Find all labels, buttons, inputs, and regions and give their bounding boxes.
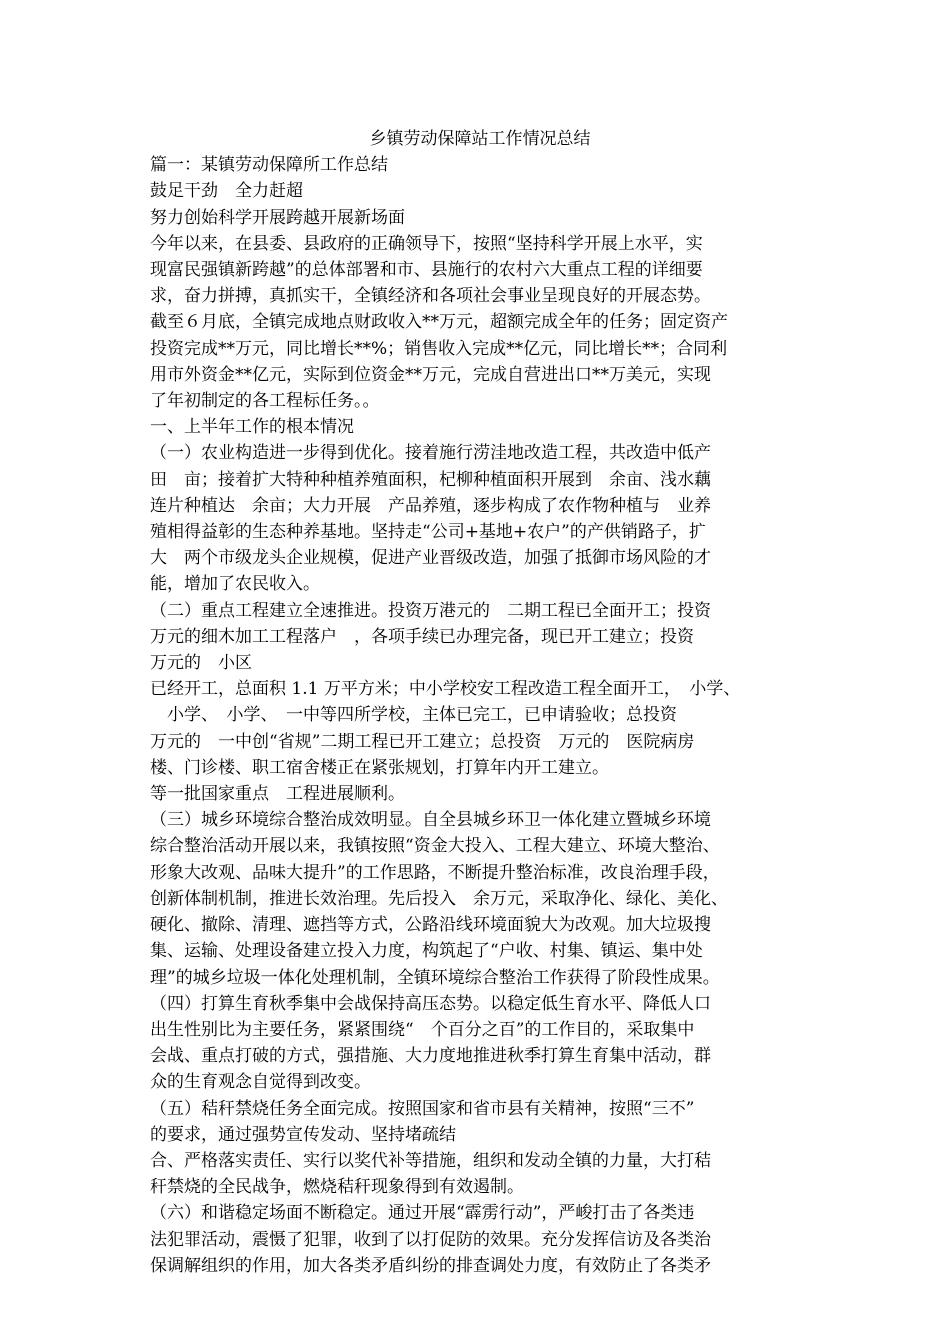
text-line: 了年初制定的各工程标任务。。 bbox=[150, 391, 380, 412]
text-line: 楼、门诊楼、职工宿舍楼正在紧张规划，打算年内开工建立。 bbox=[150, 757, 609, 778]
text-line: 合、严格落实责任、实行以奖代补等措施，组织和发动全镇的力量，大打秸 bbox=[150, 1150, 711, 1171]
text-line: 创新体制机制，推进长效治理。先后投入 余万元，采取净化、绿化、美化、 bbox=[150, 888, 728, 909]
text-line: 用市外资金**亿元，实际到位资金**万元，完成自营进出口**万美元，实现 bbox=[150, 364, 711, 385]
document-text bbox=[150, 152, 810, 1279]
text-line: 的要求，通过强势宣传发动、坚持堵疏结 bbox=[150, 1124, 456, 1145]
text-line: 万元的 小区 bbox=[150, 653, 252, 674]
text-line: 篇一：某镇劳动保障所工作总结 bbox=[150, 155, 388, 176]
text-line: 一、上半年工作的根本情况 bbox=[150, 417, 354, 438]
text-line: 硬化、撤除、清理、遮挡等方式，公路沿线环境面貌大为改观。加大垃圾搜 bbox=[150, 915, 711, 936]
text-line: 理”的城乡垃圾一体化处理机制，全镇环境综合整治工作获得了阶段性成果。 bbox=[150, 967, 720, 988]
text-line: 鼓足干劲 全力赶超 bbox=[150, 181, 303, 202]
text-line: 等一批国家重点 工程进展顺利。 bbox=[150, 784, 405, 805]
text-line: （六）和谐稳定场面不断稳定。通过开展“霹雳行动”，严峻打击了各类违 bbox=[150, 1203, 695, 1224]
document-body bbox=[150, 126, 810, 1279]
text-line: 万元的细木加工工程落户 ，各项手续已办理完备，现已开工建立；投资 bbox=[150, 626, 694, 647]
text-line: 已经开工，总面积 1.1 万平方米；中小学校安工程改造工程全面开工， 小学、 bbox=[150, 679, 741, 700]
text-line: 大 两个市级龙头企业规模，促进产业晋级改造，加强了抵御市场风险的才 bbox=[150, 548, 711, 569]
text-line: 求，奋力拼搏，真抓实干，全镇经济和各项社会事业呈现良好的开展态势。 bbox=[150, 286, 711, 307]
text-line: 会战、重点打破的方式，强措施、大力度地推进秋季打算生育集中活动，群 bbox=[150, 1046, 711, 1067]
text-line: 殖相得益彰的生态种养基地。坚持走“公司+基地+农户”的产供销路子，扩 bbox=[150, 522, 706, 543]
text-line: （五）秸秆禁烧任务全面完成。按照国家和省市县有关精神，按照“三不” bbox=[150, 1098, 695, 1119]
text-line: 小学、 小学、 一中等四所学校，主体已完工，已申请验收；总投资 bbox=[150, 705, 677, 726]
text-line: 投资完成**万元，同比增长**%；销售收入完成**亿元，同比增长**；合同利 bbox=[150, 338, 728, 359]
text-line: 田 亩；接着扩大特种种植养殖面积，杞柳种植面积开展到 余亩、浅水藕 bbox=[150, 469, 711, 490]
text-line: 万元的 一中创“省规”二期工程已开工建立；总投资 万元的 医院病房 bbox=[150, 731, 695, 752]
text-line: （二）重点工程建立全速推进。投资万港元的 二期工程已全面开工；投资 bbox=[150, 600, 711, 621]
text-line: 截至６月底，全镇完成地点财政收入**万元，超额完成全年的任务；固定资产 bbox=[150, 312, 728, 333]
text-line: 秆禁烧的全民战争，燃烧秸秆现象得到有效遏制。 bbox=[150, 1177, 524, 1198]
text-line: 综合整治活动开展以来，我镇按照“资金大投入、工程大建立、环境大整治、 bbox=[150, 836, 720, 857]
document-title: 乡镇劳动保障站工作情况总结 bbox=[369, 129, 591, 149]
text-line: 法犯罪活动，震慑了犯罪，收到了以打促防的效果。充分发挥信访及各类治 bbox=[150, 1229, 711, 1250]
text-line: 能，增加了农民收入。 bbox=[150, 574, 320, 595]
text-line: （一）农业构造进一步得到优化。接着施行涝洼地改造工程，共改造中低产 bbox=[150, 443, 711, 464]
text-line: 连片种植达 余亩；大力开展 产品养殖，逐步构成了农作物种植与 业养 bbox=[150, 495, 711, 516]
text-line: 形象大改观、品味大提升”的工作思路，不断提升整治标准，改良治理手段， bbox=[150, 862, 720, 883]
text-line: 集、运输、处理设备建立投入力度，构筑起了“户收、村集、镇运、集中处 bbox=[150, 941, 703, 962]
text-line: 现富民强镇新跨越”的总体部署和市、县施行的农村六大重点工程的详细要 bbox=[150, 260, 703, 281]
text-line: 今年以来，在县委、县政府的正确领导下，按照“坚持科学开展上水平，实 bbox=[150, 233, 703, 254]
text-line: 努力创始科学开展跨越开展新场面 bbox=[150, 207, 405, 228]
text-line: 众的生育观念自觉得到改变。 bbox=[150, 1072, 371, 1093]
text-line: 保调解组织的作用，加大各类矛盾纠纷的排查调处力度，有效防止了各类矛 bbox=[150, 1255, 711, 1276]
text-line: 出生性别比为主要任务，紧紧围绕“ 个百分之百”的工作目的，采取集中 bbox=[150, 1019, 695, 1040]
text-line: （四）打算生育秋季集中会战保持高压态势。以稳定低生育水平、降低人口 bbox=[150, 993, 711, 1014]
text-line: （三）城乡环境综合整治成效明显。自全县城乡环卫一体化建立暨城乡环境 bbox=[150, 810, 711, 831]
